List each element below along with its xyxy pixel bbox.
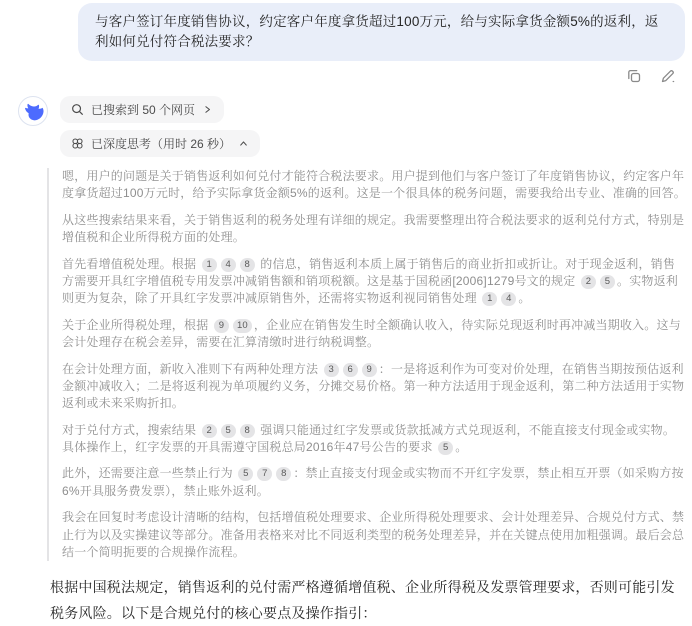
thinking-block [47, 168, 686, 561]
citation-badge[interactable]: 10 [233, 319, 252, 333]
citation-badge[interactable]: 8 [240, 424, 255, 438]
deep-think-pill-label: 已深度思考（用时 26 秒） [91, 137, 232, 151]
citation-badge[interactable]: 9 [214, 319, 229, 333]
search-pill-label: 已搜索到 50 个网页 [91, 103, 196, 117]
thinking-paragraph: 从这些搜索结果来看，关于销售返利的税务处理有详细的规定。我需要整理出符合税法要求的返利兑付方式，特别是增值税和企业所得税方面的处理。 [62, 212, 685, 245]
user-message-text: 与客户签订年度销售协议，约定客户年度拿货超过100万元，给与实际拿货金额5%的返利，返利如何兑付符合税法要求？ [95, 14, 659, 49]
thinking-paragraph: 对于兑付方式，搜索结果 2 5 8 强调只能通过红字发票或货款抵减方式兑现返利，不能直接支付现金或实物。具体操作上，红字发票的开具需遵守国税总局2016年47号公告的要求 5 。 [62, 422, 676, 455]
thinking-paragraph: 首先看增值税处理。根据 1 4 8 的信息，销售返利本质上属于销售后的商业折扣或折让。对于现金返利，销售方需要开具红字增值税专用发票冲减销售额和销项税额。这是基于国税函[2006]1279号文的规定 2 5 。实物返利则更为复杂，除了开具红字发票冲减原销售外，还需将实物返利视同销售处理 1 4 。 [62, 256, 679, 306]
message-actions [0, 68, 676, 84]
thinking-paragraph: 此外，还需要注意一些禁止行为 5 7 8 ：禁止直接支付现金或实物而不开红字发票，禁止相互开票（如采购方按6%开具服务费发票），禁止账外返利。 [62, 466, 684, 498]
citation-badge[interactable]: 3 [324, 363, 339, 377]
citation-badge[interactable]: 6 [343, 363, 358, 377]
chevron-up-icon [238, 138, 249, 149]
deep-think-icon [71, 137, 84, 150]
search-icon [71, 103, 84, 116]
citation-badge[interactable]: 2 [581, 275, 596, 289]
citation-badge[interactable]: 1 [202, 258, 217, 272]
citation-badge[interactable]: 9 [362, 363, 377, 377]
citation-badge[interactable]: 5 [221, 424, 236, 438]
citation-badge[interactable]: 5 [438, 441, 453, 455]
thinking-paragraph: 嗯，用户的问题是关于销售返利如何兑付才能符合税法要求。用户提到他们与客户签订了年度销售协议，约定客户年度拿货超过100万元时，给予实际拿货金额5%的返利。这是一个很具体的税务问题，需要我给出专业、准确的回答。 [62, 169, 686, 201]
deep-think-pill[interactable] [60, 130, 260, 157]
search-results-pill[interactable] [60, 96, 224, 123]
citation-badge[interactable]: 8 [240, 258, 255, 272]
edit-icon[interactable] [660, 68, 676, 84]
citation-badge[interactable]: 2 [202, 424, 217, 438]
answer-text: 根据中国税法规定，销售返利的兑付需严格遵循增值税、企业所得税及发票管理要求，否则可能引发税务风险。以下是合规兑付的核心要点及操作指引： [50, 579, 675, 622]
copy-icon[interactable] [626, 68, 642, 84]
citation-badge[interactable]: 5 [238, 467, 253, 481]
citation-badge[interactable]: 8 [276, 467, 291, 481]
citation-badge[interactable]: 5 [600, 275, 615, 289]
assistant-status-pills [60, 96, 260, 157]
thinking-paragraph: 我会在回复时考虑设计清晰的结构，包括增值税处理要求、企业所得税处理要求、会计处理差异、合规兑付方式、禁止行为以及实操建议等部分。准备用表格来对比不同返利类型的税务处理差异，并在关键点使用加粗强调。最后会总结一个简明扼要的合规操作流程。 [62, 510, 685, 560]
citation-badge[interactable]: 1 [482, 292, 497, 306]
thinking-paragraph: 关于企业所得税处理，根据 9 10 ，企业应在销售发生时全额确认收入，待实际兑现返利时再冲减当期收入。这与会计处理存在税会差异，需要在汇算清缴时进行纳税调整。 [62, 317, 681, 350]
deepseek-whale-icon [22, 100, 44, 122]
thinking-paragraph: 在会计处理方面，新收入准则下有两种处理方法 3 6 9 ：一是将返利作为可变对价处理，在销售当期按预估返利金额冲减收入；二是将返利视为单项履约义务，分摊交易价格。第一种方法适用于现金返利，第二种方法适用于实物返利或未来采购折扣。 [62, 361, 685, 411]
citation-badge[interactable]: 7 [257, 467, 272, 481]
citation-badge[interactable]: 4 [501, 292, 516, 306]
assistant-avatar [18, 96, 48, 126]
citation-badge[interactable]: 4 [221, 258, 236, 272]
assistant-message-header [18, 96, 692, 157]
chevron-right-icon [202, 104, 213, 115]
user-message-bubble [78, 3, 685, 61]
